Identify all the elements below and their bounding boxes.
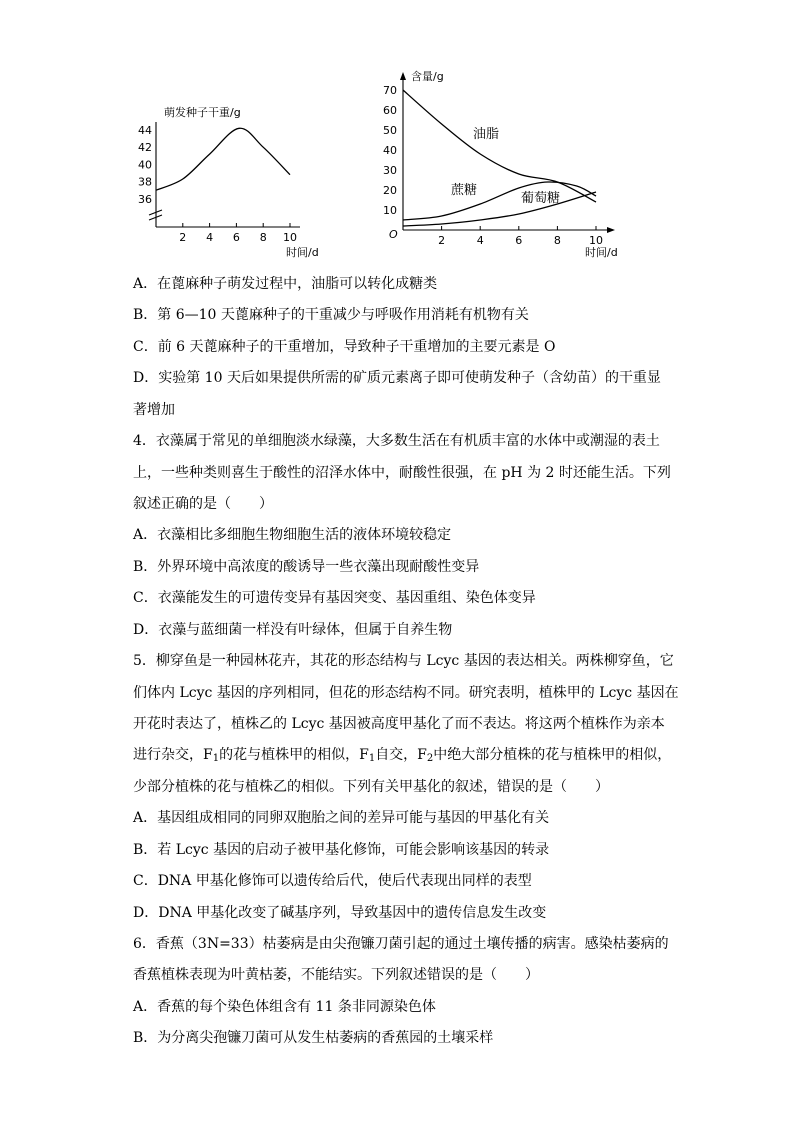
q5-text-part: 的花与植株甲的相似，F	[219, 747, 369, 763]
question-5-line-3: 开花时表达了，植株乙的 Lcyc 基因被高度甲基化了而不表达。将这两个植株作为亲本	[133, 716, 665, 732]
chart2-y-tick-label: 70	[383, 84, 397, 97]
q5-text-part: 进行杂交，F	[133, 747, 213, 763]
dry-weight-curve	[156, 128, 290, 190]
series-label-oil: 油脂	[473, 127, 500, 142]
option-a-q4: A．衣藻相比多细胞生物细胞生活的液体环境较稳定	[133, 527, 452, 543]
subscript: 2	[426, 753, 434, 764]
chart1-y-tick-label: 42	[138, 141, 152, 155]
subscript: 1	[212, 753, 220, 764]
chart1-y-tick-label: 40	[138, 158, 152, 172]
option-b-q5: B．若 Lcyc 基因的启动子被甲基化修饰，可能会影响该基因的转录	[133, 842, 550, 858]
chart2-x-tick-label: 2	[438, 234, 446, 247]
chart2-y-tick-label: 20	[383, 184, 397, 197]
option-d-q4: D．衣藻与蓝细菌一样没有叶绿体，但属于自养生物	[133, 622, 453, 638]
subscript: 1	[368, 753, 376, 764]
option-d-q3-cont: 著增加	[133, 402, 175, 418]
question-5-line-5: 少部分植株的花与植株乙的相似。下列有关甲基化的叙述，错误的是（ ）	[133, 779, 609, 795]
chart2-ylabel: 含量/g	[411, 70, 444, 83]
chart1-xlabel: 时间/d	[286, 246, 319, 259]
option-d-q5: D．DNA 甲基化改变了碱基序列，导致基因中的遗传信息发生改变	[133, 905, 547, 921]
chart1-y-tick-label: 38	[138, 175, 152, 189]
oil-curve	[403, 90, 596, 202]
chart2-y-tick-label: 10	[383, 204, 397, 217]
q5-text-part: 自交，F	[375, 747, 427, 763]
question-5-line-4	[133, 745, 671, 765]
option-c-q5: C．DNA 甲基化修饰可以遗传给后代，使后代表现出同样的表型	[133, 873, 532, 889]
glucose-curve	[403, 192, 596, 226]
option-b-q6: B．为分离尖孢镰刀菌可从发生枯萎病的香蕉园的土壤采样	[133, 1030, 494, 1046]
option-a-q5: A．基因组成相同的同卵双胞胎之间的差异可能与基因的甲基化有关	[133, 810, 550, 826]
series-label-sucrose: 蔗糖	[451, 183, 478, 198]
chart2-x-tick-label: 6	[515, 234, 523, 247]
origin-label: O	[389, 228, 398, 241]
option-a-q6: A．香蕉的每个染色体组含有 11 条非同源染色体	[133, 999, 436, 1015]
series-label-glucose: 葡萄糖	[521, 191, 561, 206]
chart2-x-tick-label: 10	[589, 234, 603, 247]
chart1-ylabel: 萌发种子干重/g	[164, 106, 241, 119]
question-5-line-1: 5．柳穿鱼是一种园林花卉，其花的形态结构与 Lcyc 基因的表达相关。两株柳穿鱼，它	[133, 653, 674, 669]
question-6-line-2: 香蕉植株表现为叶黄枯萎，不能结实。下列叙述错误的是（ ）	[133, 967, 539, 983]
question-5-line-2: 们体内 Lcyc 基因的序列相同，但花的形态结构不同。研究表明，植株甲的 Lcyc 基因在	[133, 685, 679, 701]
chart2-y-tick-label: 40	[383, 144, 397, 157]
question-4-line-2: 上，一些种类则喜生于酸性的沼泽水体中，耐酸性很强，在 pH 为 2 时还能生活。下列	[133, 465, 671, 481]
chart2-x-tick-label: 8	[553, 234, 561, 247]
seed-dry-weight-chart	[140, 96, 320, 266]
question-6-line-1: 6．香蕉（3N=33）枯萎病是由尖孢镰刀菌引起的通过土壤传播的病害。感染枯萎病的	[133, 936, 669, 952]
chart1-y-tick-label: 36	[138, 192, 152, 206]
option-b-q3: B．第 6—10 天蓖麻种子的干重减少与呼吸作用消耗有机物有关	[133, 307, 529, 323]
chart2-x-tick-label: 4	[476, 234, 484, 247]
chart1-x-tick-label: 2	[179, 231, 187, 244]
option-d-q3: D．实验第 10 天后如果提供所需的矿质元素离子即可使萌发种子（含幼苗）的干重显	[133, 370, 661, 386]
chart2-xlabel: 时间/d	[585, 246, 618, 259]
chart1-x-tick-label: 8	[259, 231, 267, 244]
option-c-q3: C．前 6 天蓖麻种子的干重增加，导致种子干重增加的主要元素是 O	[133, 339, 556, 355]
q5-text-part: 中绝大部分植株的花与植株甲的相似，	[433, 747, 672, 763]
chart2-y-arrow	[400, 72, 406, 80]
chart1-x-tick-label: 6	[232, 231, 240, 244]
chart2-x-arrow	[607, 227, 615, 233]
option-c-q4: C．衣藻能发生的可遗传变异有基因突变、基因重组、染色体变异	[133, 590, 536, 606]
chart1-x-tick-label: 4	[206, 231, 214, 244]
chart2-y-tick-label: 30	[383, 164, 397, 177]
chart2-y-tick-label: 60	[383, 104, 397, 117]
option-a-q3: A．在蓖麻种子萌发过程中，油脂可以转化成糖类	[133, 276, 438, 292]
chart1-x-tick-label: 10	[283, 231, 297, 244]
option-b-q4: B．外界环境中高浓度的酸诱导一些衣藻出现耐酸性变异	[133, 559, 480, 575]
chart1-y-tick-label: 44	[138, 124, 152, 137]
chart2-y-tick-label: 50	[383, 124, 397, 137]
question-4-line-3: 叙述正确的是（ ）	[133, 496, 273, 512]
question-4-line-1: 4．衣藻属于常见的单细胞淡水绿藻，大多数生活在有机质丰富的水体中或潮湿的表土	[133, 433, 660, 449]
content-chart	[375, 66, 645, 266]
